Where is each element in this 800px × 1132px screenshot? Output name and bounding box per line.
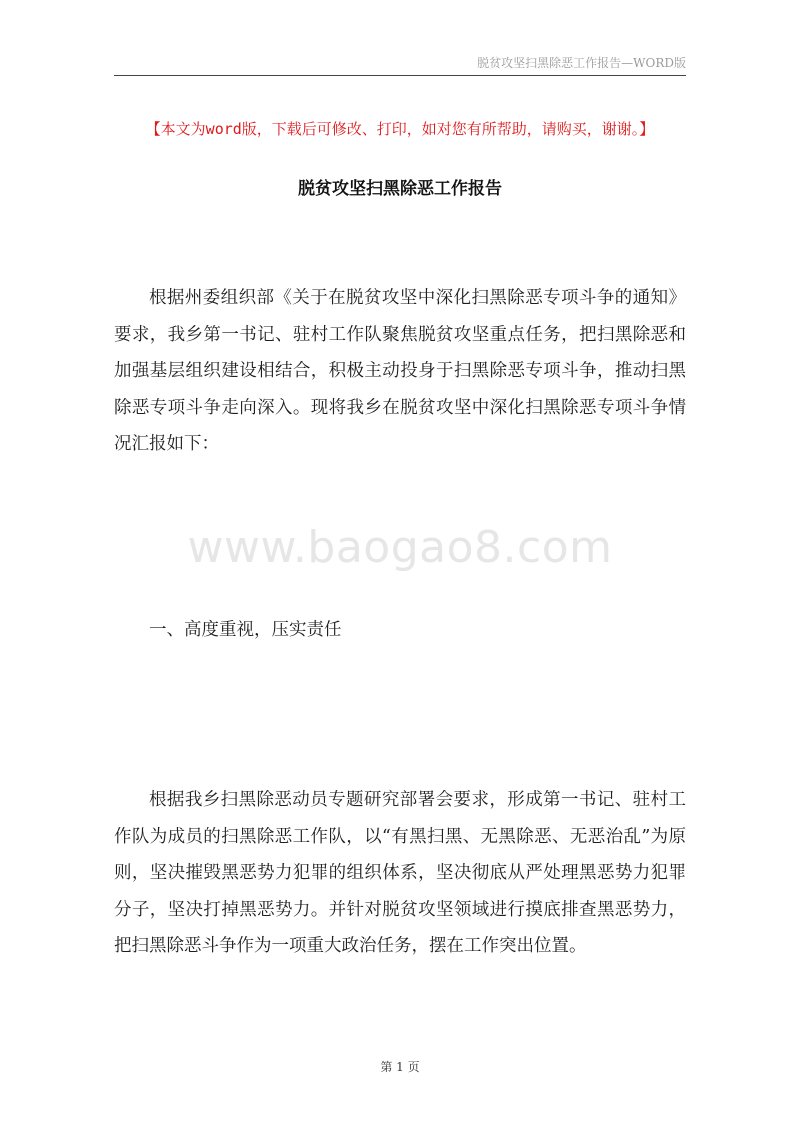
body-paragraph: 根据我乡扫黑除恶动员专题研究部署会要求，形成第一书记、驻村工作队为成员的扫黑除恶工作队，以“有黑扫黑、无黑除恶、无恶治乱”为原则，坚决摧毁黑恶势力犯罪的组织体系，坚决彻底从严处理黑恶势力犯罪分子，坚决打掉黑恶势力。并针对脱贫攻坚领域进行摸底排查黑恶势力，把扫黑除恶斗争作为一项重大政治任务，摆在工作突出位置。 <box>114 790 686 957</box>
header-divider <box>114 75 686 76</box>
section-heading: 一、高度重视，压实责任 <box>149 620 342 640</box>
page-number: 第 1 页 <box>380 1060 420 1074</box>
running-header: 脱贫攻坚扫黑除恶工作报告—WORD版 <box>477 56 686 70</box>
intro-paragraph: 根据州委组织部《关于在脱贫攻坚中深化扫黑除恶专项斗争的通知》要求，我乡第一书记、驻村工作队聚焦脱贫攻坚重点任务，把扫黑除恶和加强基层组织建设相结合，积极主动投身于扫黑除恶专项斗争，推动扫黑除恶专项斗争走向深入。现将我乡在脱贫攻坚中深化扫黑除恶专项斗争情况汇报如下： <box>114 288 686 455</box>
watermark: www.baogao8.com <box>187 522 613 573</box>
download-notice: 【本文为word版，下载后可修改、打印，如对您有所帮助，请购买，谢谢。】 <box>145 120 655 138</box>
document-title: 脱贫攻坚扫黑除恶工作报告 <box>298 179 502 199</box>
